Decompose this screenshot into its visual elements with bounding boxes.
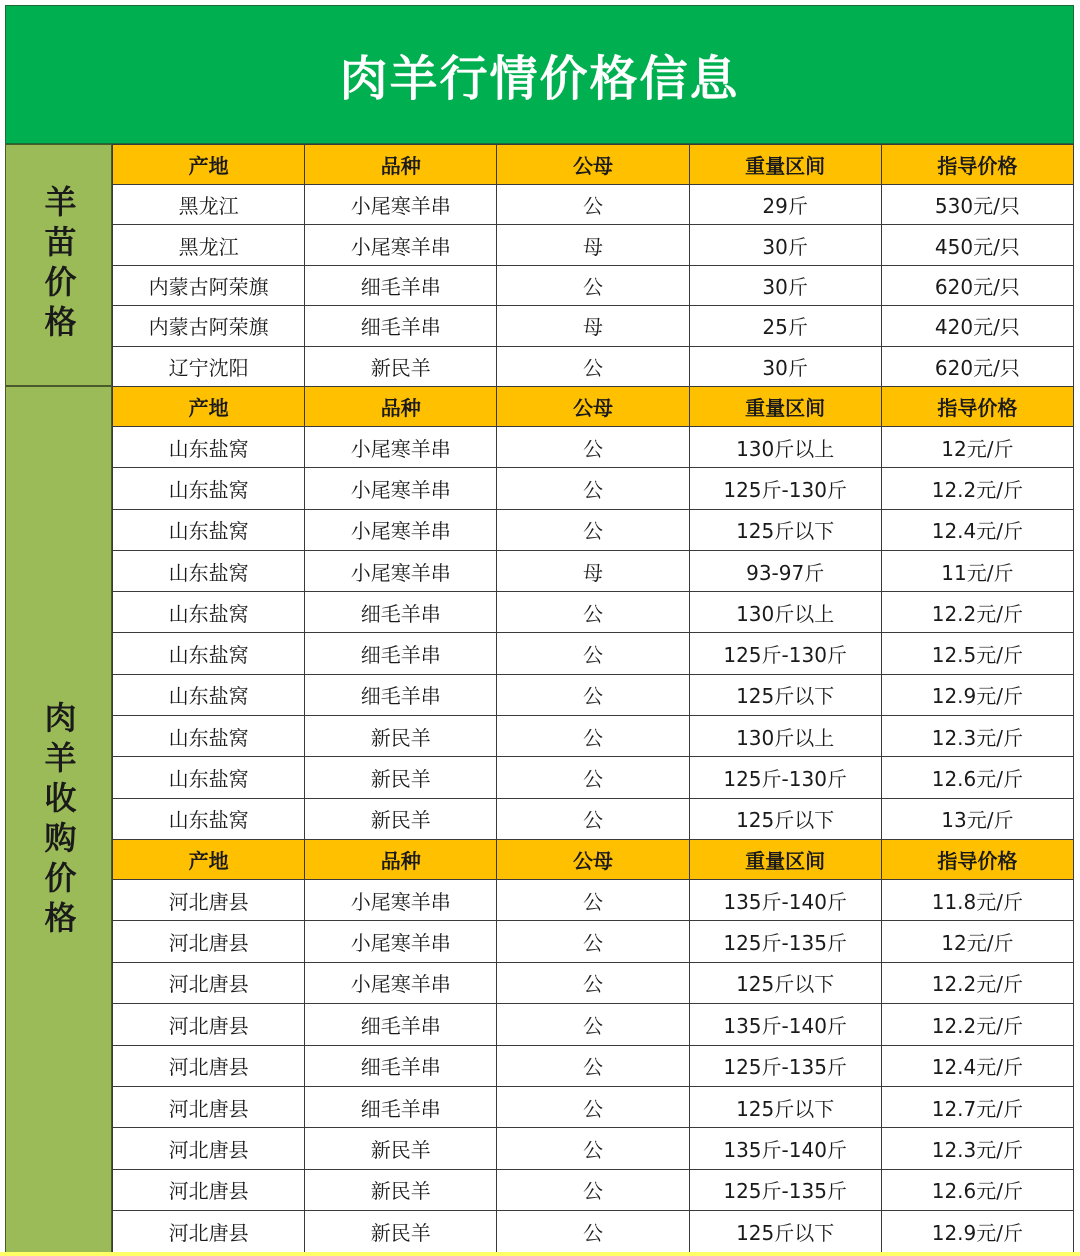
- table-row: [113, 1004, 1074, 1045]
- weight-range-cell: 30斤: [689, 265, 881, 305]
- breed-cell: 细毛羊串: [305, 592, 497, 633]
- price-cell: 12.3元/斤: [881, 1128, 1073, 1169]
- breed-cell: 细毛羊串: [305, 633, 497, 674]
- price-cell: 12.7元/斤: [881, 1086, 1073, 1127]
- purchase-price-table-hebei: [112, 839, 1074, 1253]
- sex-cell: 公: [497, 185, 689, 225]
- breed-cell: 细毛羊串: [305, 265, 497, 305]
- origin-cell: 山东盐窝: [113, 798, 305, 839]
- header-breed-cell: 品种: [305, 387, 497, 427]
- table-row: [113, 185, 1074, 225]
- origin-cell: 黑龙江: [113, 225, 305, 265]
- table-row: [113, 1045, 1074, 1086]
- bottom-strip: [0, 1252, 1080, 1256]
- breed-cell: 小尾寒羊串: [305, 509, 497, 550]
- origin-cell: 山东盐窝: [113, 674, 305, 715]
- breed-cell: 小尾寒羊串: [305, 225, 497, 265]
- price-cell: 12.2元/斤: [881, 962, 1073, 1003]
- header-breed-cell: 品种: [305, 145, 497, 185]
- sex-cell: 公: [497, 509, 689, 550]
- sex-cell: 公: [497, 346, 689, 386]
- origin-cell: 河北唐县: [113, 1211, 305, 1252]
- origin-cell: 内蒙古阿荣旗: [113, 265, 305, 305]
- table-row: [113, 921, 1074, 962]
- breed-cell: 新民羊: [305, 798, 497, 839]
- weight-range-cell: 125斤以下: [689, 962, 881, 1003]
- table-row: [113, 468, 1074, 509]
- weight-range-cell: 30斤: [689, 346, 881, 386]
- section-label-text: 羊苗价格: [39, 185, 78, 345]
- sex-cell: 公: [497, 468, 689, 509]
- price-cell: 620元/只: [881, 346, 1073, 386]
- weight-range-cell: 93-97斤: [689, 550, 881, 591]
- breed-cell: 细毛羊串: [305, 1004, 497, 1045]
- price-cell: 12元/斤: [881, 921, 1073, 962]
- header-weight-range-cell: 重量区间: [689, 145, 881, 185]
- price-cell: 12.3元/斤: [881, 716, 1073, 757]
- origin-cell: 河北唐县: [113, 880, 305, 921]
- breed-cell: 细毛羊串: [305, 306, 497, 346]
- weight-range-cell: 135斤-140斤: [689, 880, 881, 921]
- origin-cell: 黑龙江: [113, 185, 305, 225]
- table-row: [113, 1211, 1074, 1252]
- origin-cell: 山东盐窝: [113, 468, 305, 509]
- weight-range-cell: 135斤-140斤: [689, 1128, 881, 1169]
- origin-cell: 内蒙古阿荣旗: [113, 306, 305, 346]
- weight-range-cell: 130斤以上: [689, 716, 881, 757]
- breed-cell: 新民羊: [305, 1128, 497, 1169]
- weight-range-cell: 135斤-140斤: [689, 1004, 881, 1045]
- sex-cell: 公: [497, 880, 689, 921]
- price-cell: 12.2元/斤: [881, 1004, 1073, 1045]
- weight-range-cell: 130斤以上: [689, 427, 881, 468]
- price-cell: 12.2元/斤: [881, 592, 1073, 633]
- weight-range-cell: 125斤-135斤: [689, 1045, 881, 1086]
- weight-range-cell: 125斤以下: [689, 509, 881, 550]
- weight-range-cell: 30斤: [689, 225, 881, 265]
- sex-cell: 公: [497, 633, 689, 674]
- sex-cell: 公: [497, 1045, 689, 1086]
- price-cell: 620元/只: [881, 265, 1073, 305]
- price-cell: 12.9元/斤: [881, 674, 1073, 715]
- price-cell: 530元/只: [881, 185, 1073, 225]
- header-sex-cell: 公母: [497, 145, 689, 185]
- table-row: [113, 427, 1074, 468]
- table-row: [113, 592, 1074, 633]
- origin-cell: 河北唐县: [113, 921, 305, 962]
- origin-cell: 河北唐县: [113, 962, 305, 1003]
- breed-cell: 小尾寒羊串: [305, 550, 497, 591]
- price-cell: 12.2元/斤: [881, 468, 1073, 509]
- section-label-text: 肉羊收购价格: [39, 701, 78, 941]
- origin-cell: 山东盐窝: [113, 716, 305, 757]
- price-cell: 12.6元/斤: [881, 1169, 1073, 1210]
- header-price-cell: 指导价格: [881, 145, 1073, 185]
- table-row: [113, 798, 1074, 839]
- breed-cell: 新民羊: [305, 346, 497, 386]
- origin-cell: 河北唐县: [113, 1169, 305, 1210]
- section-label-purchase-price: [5, 386, 112, 1256]
- lamb-price-table: [112, 144, 1074, 387]
- weight-range-cell: 29斤: [689, 185, 881, 225]
- sex-cell: 公: [497, 1004, 689, 1045]
- header-breed-cell: 品种: [305, 840, 497, 880]
- sex-cell: 公: [497, 265, 689, 305]
- price-cell: 11.8元/斤: [881, 880, 1073, 921]
- sex-cell: 公: [497, 1169, 689, 1210]
- weight-range-cell: 125斤-130斤: [689, 757, 881, 798]
- weight-range-cell: 130斤以上: [689, 592, 881, 633]
- table-row: [113, 1128, 1074, 1169]
- breed-cell: 新民羊: [305, 716, 497, 757]
- weight-range-cell: 125斤-135斤: [689, 1169, 881, 1210]
- price-cell: 12元/斤: [881, 427, 1073, 468]
- table-row: [113, 1169, 1074, 1210]
- header-row: [113, 387, 1074, 427]
- sex-cell: 母: [497, 306, 689, 346]
- weight-range-cell: 125斤-135斤: [689, 921, 881, 962]
- weight-range-cell: 125斤以下: [689, 674, 881, 715]
- price-cell: 13元/斤: [881, 798, 1073, 839]
- table-row: [113, 757, 1074, 798]
- sex-cell: 公: [497, 1128, 689, 1169]
- price-cell: 12.4元/斤: [881, 1045, 1073, 1086]
- sex-cell: 公: [497, 1211, 689, 1252]
- price-cell: 11元/斤: [881, 550, 1073, 591]
- purchase-price-table-shandong: [112, 386, 1074, 840]
- breed-cell: 小尾寒羊串: [305, 962, 497, 1003]
- table-row: [113, 265, 1074, 305]
- sex-cell: 公: [497, 1086, 689, 1127]
- table-row: [113, 633, 1074, 674]
- price-cell: 12.4元/斤: [881, 509, 1073, 550]
- header-sex-cell: 公母: [497, 387, 689, 427]
- breed-cell: 细毛羊串: [305, 1045, 497, 1086]
- weight-range-cell: 125斤-130斤: [689, 633, 881, 674]
- breed-cell: 小尾寒羊串: [305, 427, 497, 468]
- sex-cell: 公: [497, 674, 689, 715]
- header-price-cell: 指导价格: [881, 840, 1073, 880]
- table-row: [113, 716, 1074, 757]
- section-label-lamb-price: [5, 144, 112, 386]
- header-price-cell: 指导价格: [881, 387, 1073, 427]
- weight-range-cell: 125斤以下: [689, 1211, 881, 1252]
- origin-cell: 河北唐县: [113, 1128, 305, 1169]
- table-row: [113, 880, 1074, 921]
- weight-range-cell: 125斤以下: [689, 1086, 881, 1127]
- origin-cell: 河北唐县: [113, 1045, 305, 1086]
- header-sex-cell: 公母: [497, 840, 689, 880]
- sex-cell: 公: [497, 716, 689, 757]
- header-weight-range-cell: 重量区间: [689, 840, 881, 880]
- price-cell: 12.9元/斤: [881, 1211, 1073, 1252]
- breed-cell: 小尾寒羊串: [305, 468, 497, 509]
- table-row: [113, 1086, 1074, 1127]
- origin-cell: 辽宁沈阳: [113, 346, 305, 386]
- breed-cell: 新民羊: [305, 757, 497, 798]
- origin-cell: 河北唐县: [113, 1086, 305, 1127]
- breed-cell: 细毛羊串: [305, 1086, 497, 1127]
- header-origin-cell: 产地: [113, 840, 305, 880]
- sex-cell: 公: [497, 592, 689, 633]
- breed-cell: 小尾寒羊串: [305, 185, 497, 225]
- origin-cell: 山东盐窝: [113, 509, 305, 550]
- sex-cell: 母: [497, 225, 689, 265]
- breed-cell: 小尾寒羊串: [305, 921, 497, 962]
- price-cell: 12.6元/斤: [881, 757, 1073, 798]
- origin-cell: 山东盐窝: [113, 592, 305, 633]
- sex-cell: 公: [497, 427, 689, 468]
- sex-cell: 公: [497, 798, 689, 839]
- header-row: [113, 840, 1074, 880]
- breed-cell: 新民羊: [305, 1211, 497, 1252]
- breed-cell: 细毛羊串: [305, 674, 497, 715]
- table-row: [113, 306, 1074, 346]
- sex-cell: 公: [497, 921, 689, 962]
- header-origin-cell: 产地: [113, 387, 305, 427]
- table-row: [113, 550, 1074, 591]
- header-row: [113, 145, 1074, 185]
- weight-range-cell: 125斤以下: [689, 798, 881, 839]
- table-row: [113, 346, 1074, 386]
- origin-cell: 山东盐窝: [113, 427, 305, 468]
- page-title: 肉羊行情价格信息: [5, 5, 1074, 144]
- sex-cell: 公: [497, 962, 689, 1003]
- breed-cell: 小尾寒羊串: [305, 880, 497, 921]
- origin-cell: 山东盐窝: [113, 633, 305, 674]
- origin-cell: 山东盐窝: [113, 757, 305, 798]
- sex-cell: 公: [497, 757, 689, 798]
- sex-cell: 母: [497, 550, 689, 591]
- weight-range-cell: 25斤: [689, 306, 881, 346]
- breed-cell: 新民羊: [305, 1169, 497, 1210]
- header-weight-range-cell: 重量区间: [689, 387, 881, 427]
- price-cell: 12.5元/斤: [881, 633, 1073, 674]
- price-cell: 420元/只: [881, 306, 1073, 346]
- table-row: [113, 509, 1074, 550]
- table-row: [113, 962, 1074, 1003]
- weight-range-cell: 125斤-130斤: [689, 468, 881, 509]
- price-cell: 450元/只: [881, 225, 1073, 265]
- origin-cell: 山东盐窝: [113, 550, 305, 591]
- header-origin-cell: 产地: [113, 145, 305, 185]
- table-row: [113, 225, 1074, 265]
- origin-cell: 河北唐县: [113, 1004, 305, 1045]
- table-row: [113, 674, 1074, 715]
